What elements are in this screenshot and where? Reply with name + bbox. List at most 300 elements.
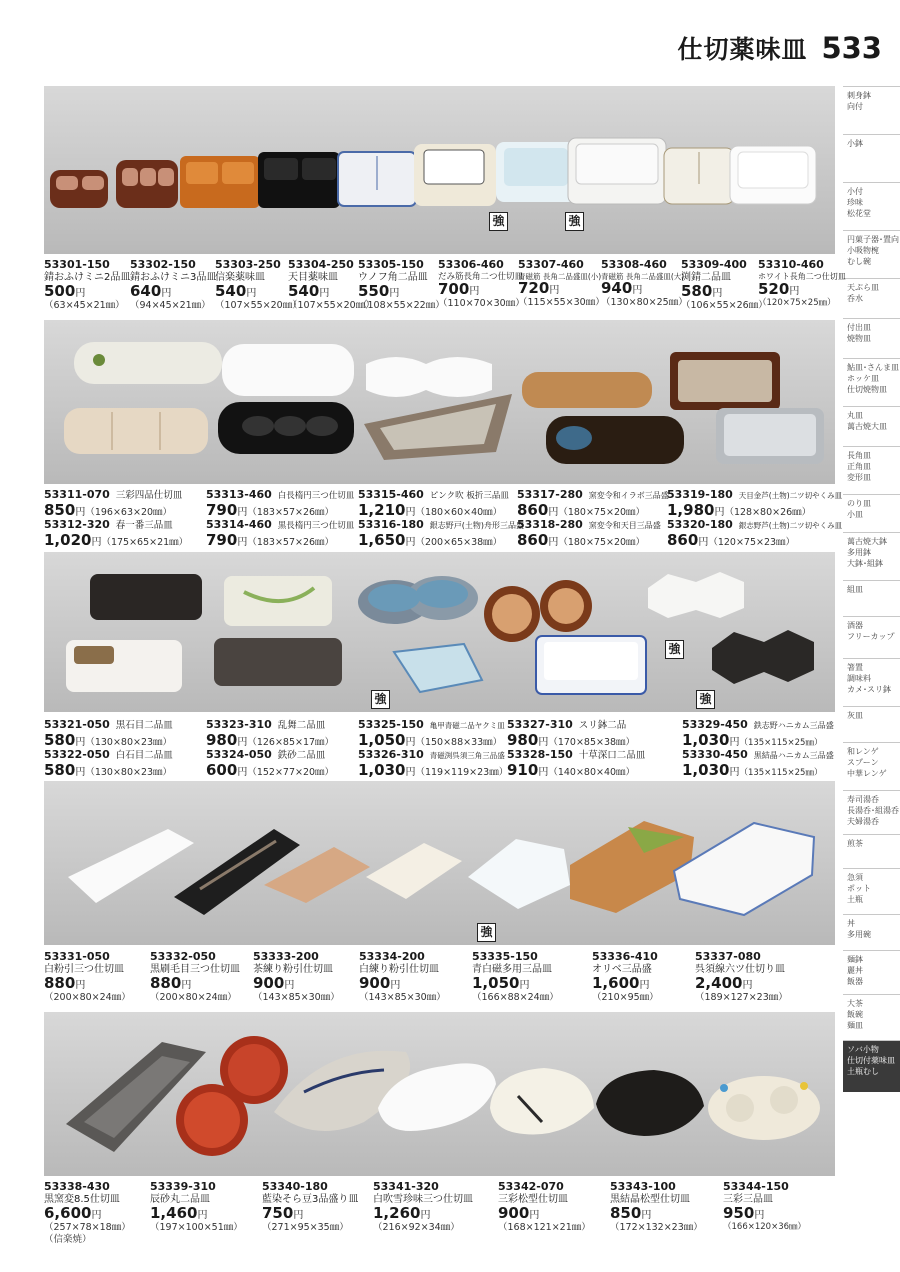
sidebar-tab[interactable]: 付出皿 焼物皿: [843, 318, 900, 358]
product-dimensions: （210×95㎜）: [592, 992, 659, 1003]
product-code: 53323-310: [206, 718, 272, 731]
product-name: オリベ三品盛: [592, 963, 652, 975]
product-dimensions: （200×65×38㎜）: [415, 537, 503, 548]
dish-53313: [222, 344, 354, 396]
sidebar-tab[interactable]: 丸皿 萬古焼大皿: [843, 406, 900, 446]
product-caption: [517, 518, 661, 550]
product-price: 6,600: [44, 1204, 92, 1223]
product-dimensions: （166×120×36㎜）: [723, 1222, 807, 1232]
yen-unit: 円: [729, 737, 740, 748]
product-name: 藍染そら豆3品盛り皿: [262, 1193, 359, 1205]
product-code: 53332-050: [150, 950, 216, 963]
product-name: 三彩四品仕切皿: [115, 490, 183, 501]
product-caption: [262, 1180, 358, 1234]
product-code: 53316-180: [358, 518, 424, 531]
product-caption: [358, 488, 509, 520]
yen-unit: 円: [75, 980, 86, 992]
product-dimensions: （183×57×26㎜）: [247, 507, 335, 518]
sidebar-tab[interactable]: 円菓子器･置向 小吸物椀 むし碗: [843, 230, 900, 278]
product-dimensions: （152×77×20㎜）: [247, 767, 335, 778]
product-caption: [358, 518, 524, 550]
sidebar-tab[interactable]: 和レンゲ スプーン 中華レンゲ: [843, 742, 900, 790]
category-index-sidebar: [843, 86, 900, 1092]
product-caption: [472, 950, 559, 1004]
yen-unit: 円: [405, 537, 416, 548]
product-photo-row2: [44, 320, 835, 484]
product-name: 黒刷毛目三つ仕切皿: [150, 963, 240, 975]
sidebar-tab[interactable]: 天ぷら皿 呑水: [843, 278, 900, 318]
product-name: 亀甲青磁二品ヤクミ皿: [429, 721, 505, 730]
yen-unit: 円: [390, 980, 401, 992]
product-code: 53320-180: [667, 518, 733, 531]
product-dimensions: （94×45×21㎜）: [130, 300, 211, 311]
product-code: 53340-180: [262, 1180, 328, 1193]
sidebar-tab[interactable]: 丼 多用碗: [843, 914, 900, 950]
yen-unit: 円: [91, 1210, 102, 1222]
product-name: 十草深口二品皿: [578, 750, 646, 761]
product-dimensions: （143×85×30㎜）: [359, 992, 446, 1003]
product-price: 720: [518, 279, 550, 298]
product-code: 53324-050: [206, 748, 272, 761]
product-name: ホワイト長角二つ仕切皿: [758, 271, 846, 281]
product-name: 天目薬味皿: [288, 271, 338, 283]
product-caption: [610, 1180, 703, 1234]
product-dimensions: （189×127×23㎜）: [695, 992, 788, 1003]
yen-unit: 円: [698, 537, 709, 548]
product-code: 53336-410: [592, 950, 658, 963]
dish-53319: [670, 352, 780, 410]
product-name: 銀志野戸(土物)舟形三品盛: [429, 521, 525, 530]
sidebar-tab[interactable]: のり皿 小皿: [843, 494, 900, 532]
product-code: 53319-180: [667, 488, 733, 501]
yen-unit: 円: [237, 737, 248, 748]
product-price: 580: [44, 731, 76, 749]
product-price: 910: [507, 761, 539, 779]
dish-53343: [596, 1070, 704, 1136]
product-code: 53313-460: [206, 488, 272, 501]
yen-unit: 円: [246, 288, 257, 300]
yen-unit: 円: [75, 767, 86, 778]
yen-unit: 円: [75, 507, 86, 518]
yen-unit: 円: [197, 1210, 208, 1222]
page-header: [677, 30, 882, 66]
product-photo-row4-graphic: [44, 781, 835, 945]
product-dimensions: （175×65×21㎜）: [101, 537, 189, 548]
product-code: 53301-150: [44, 258, 110, 271]
dish-53316: [364, 394, 512, 460]
product-caption: [358, 718, 505, 750]
product-code: 53322-050: [44, 748, 110, 761]
yen-unit: 円: [519, 980, 530, 992]
product-caption: [681, 258, 768, 312]
product-price: 600: [206, 761, 238, 779]
product-photo-row3: [44, 552, 835, 712]
yen-unit: 円: [181, 980, 192, 992]
dish-53308: [568, 138, 666, 204]
product-caption: [507, 718, 635, 750]
product-name: 辰砂丸二品皿: [150, 1193, 210, 1205]
dish-53344: [708, 1076, 820, 1140]
dish-53304: [258, 152, 340, 208]
yen-unit: 円: [75, 737, 86, 748]
product-name: 呉須線六ツ仕切り皿: [695, 963, 785, 975]
product-code: 53337-080: [695, 950, 761, 963]
sidebar-tab[interactable]: 組皿: [843, 580, 900, 616]
product-code: 53312-320: [44, 518, 110, 531]
product-code: 53339-310: [150, 1180, 216, 1193]
product-caption: [359, 950, 446, 1004]
product-name: だみ筋長角二つ仕切皿: [438, 271, 524, 282]
product-dimensions: （166×88×24㎜）: [472, 992, 559, 1003]
yen-unit: 円: [389, 288, 400, 300]
dish-53301: [50, 170, 108, 208]
product-caption: [518, 258, 605, 309]
product-price: 900: [498, 1204, 530, 1223]
yen-unit: 円: [237, 537, 248, 548]
product-name: 白石目二品皿: [115, 750, 173, 761]
yen-unit: 円: [405, 767, 416, 778]
product-caption: [498, 1180, 591, 1234]
product-code: 53335-150: [472, 950, 538, 963]
product-name: 白吹雪珍味三つ仕切皿: [373, 1193, 473, 1205]
product-name: 青磁渕呉須三角三品盛: [429, 751, 505, 760]
product-caption: [592, 950, 659, 1004]
product-price: 950: [723, 1204, 755, 1223]
product-code: 53341-320: [373, 1180, 439, 1193]
product-caption: [44, 950, 131, 1004]
product-price: 1,260: [373, 1204, 421, 1223]
product-code: 53306-460: [438, 258, 504, 271]
product-name: 黒窯変8.5仕切皿: [44, 1193, 120, 1205]
product-code: 53304-250: [288, 258, 354, 271]
product-dimensions: （197×100×51㎜）: [150, 1222, 243, 1233]
product-price: 1,050: [358, 731, 406, 749]
product-price: 550: [358, 282, 390, 301]
strength-badge: 強: [565, 212, 584, 231]
sidebar-tab[interactable]: 長角皿 正角皿 変形皿: [843, 446, 900, 494]
product-caption: [601, 258, 688, 309]
dish-53328: [536, 636, 646, 694]
product-name: 青白磁多用三品皿: [472, 963, 552, 975]
product-code: 53302-150: [130, 258, 196, 271]
sidebar-tab[interactable]: 灰皿: [843, 706, 900, 742]
product-code: 53309-400: [681, 258, 747, 271]
product-price: 980: [206, 731, 238, 749]
product-price: 880: [150, 974, 182, 993]
product-price: 580: [44, 761, 76, 779]
product-dimensions: （110×70×30㎜）: [438, 298, 525, 310]
product-price: 1,030: [358, 761, 406, 779]
dish-53311: [74, 342, 222, 384]
dish-53310: [730, 146, 816, 204]
product-name: 黒結晶ハニカム三品盛: [753, 751, 834, 760]
product-dimensions: （271×95×35㎜）: [262, 1222, 349, 1233]
product-price: 1,210: [358, 501, 406, 519]
dish-53312: [64, 408, 208, 454]
dish-53306: [414, 144, 496, 206]
product-dimensions: （143×85×30㎜）: [253, 992, 340, 1003]
dish-53318: [546, 416, 684, 464]
product-code: 53325-150: [358, 718, 424, 731]
product-code: 53315-460: [358, 488, 424, 501]
product-price: 540: [288, 282, 320, 301]
product-name: 錆おふけミニ3品皿: [130, 271, 217, 283]
product-price: 1,650: [358, 531, 406, 549]
product-dimensions: （216×92×34㎜）: [373, 1222, 460, 1233]
dish-53335: [468, 839, 570, 909]
dish-53303: [180, 156, 260, 208]
dish-53321: [90, 574, 202, 620]
product-dimensions: （115×55×30㎜）: [518, 296, 605, 308]
product-dimensions: （200×80×24㎜）: [44, 992, 131, 1003]
product-price: 640: [130, 282, 162, 301]
product-caption: [130, 258, 216, 312]
product-name: 鉄志野ハニカム三品盛: [753, 721, 834, 730]
dish-53329: [648, 572, 744, 618]
product-dimensions: （119×119×23㎜）: [415, 767, 509, 778]
product-dimensions: （107×55×20㎜）: [215, 300, 302, 311]
product-caption: [667, 488, 842, 520]
product-name: 銀志野芦(土物)二ツ切やくみ皿: [738, 521, 843, 530]
yen-unit: 円: [639, 980, 650, 992]
product-name: 白粉引三つ仕切皿: [44, 963, 124, 975]
yen-unit: 円: [420, 1210, 431, 1222]
product-code: 53331-050: [44, 950, 110, 963]
yen-unit: 円: [549, 285, 560, 297]
product-price: 860: [517, 531, 549, 549]
dish-53302: [116, 160, 178, 208]
sidebar-tab[interactable]: 急須 ポット 土瓶: [843, 868, 900, 914]
yen-unit: 円: [75, 288, 86, 300]
product-name: ウノフ角二品皿: [358, 271, 428, 283]
sidebar-tab[interactable]: 箸置 調味料 カメ･スリ鉢: [843, 658, 900, 706]
yen-unit: 円: [548, 507, 559, 518]
dish-53323: [224, 576, 332, 626]
sidebar-tab[interactable]: ソバ小物 仕切付薬味皿 土瓶むし: [843, 1040, 900, 1092]
sidebar-tab[interactable]: 麺鉢 麗丼 飯器: [843, 950, 900, 994]
yen-unit: 円: [754, 1210, 765, 1222]
product-code: 53318-280: [517, 518, 583, 531]
sidebar-tab[interactable]: 鮎皿･さんま皿 ホッケ皿 仕切焼物皿: [843, 358, 900, 406]
product-caption: [44, 748, 173, 780]
product-caption: [438, 258, 525, 310]
sidebar-tab[interactable]: 刺身鉢 向付: [843, 86, 900, 134]
product-name: 黒長楕円三つ仕切皿: [277, 521, 355, 531]
sidebar-tab[interactable]: 萬古焼大鉢 多用鉢 大鉢･組鉢: [843, 532, 900, 580]
dish-53322: [66, 640, 182, 692]
product-dimensions: （200×80×24㎜）: [150, 992, 237, 1003]
product-price: 1,050: [472, 974, 520, 993]
product-price: 700: [438, 280, 470, 299]
product-name: 渕錆二品皿: [681, 271, 731, 283]
product-code: 53326-310: [358, 748, 424, 761]
product-price: 900: [253, 974, 285, 993]
product-caption: [507, 748, 645, 780]
product-caption: [758, 258, 846, 308]
product-code: 53344-150: [723, 1180, 789, 1193]
dish-53314: [218, 402, 354, 454]
product-caption: [206, 488, 354, 520]
product-name: 錆おふけミニ2品皿: [44, 271, 131, 283]
product-dimensions: （180×75×20㎜）: [558, 507, 646, 518]
product-dimensions: （150×88×33㎜）: [415, 737, 503, 748]
product-name: 春一番三品皿: [115, 520, 173, 531]
product-photo-row4: [44, 781, 835, 945]
yen-unit: 円: [91, 537, 102, 548]
yen-unit: 円: [548, 537, 559, 548]
product-name: 黒石目二品皿: [115, 720, 173, 731]
dish-53336: [570, 821, 694, 913]
sidebar-tab[interactable]: 小付 珍味 松花堂: [843, 182, 900, 230]
strength-badge: 強: [477, 923, 496, 942]
product-code: 53342-070: [498, 1180, 564, 1193]
dish-53307: [496, 142, 576, 202]
product-name: スリ鉢二品: [578, 720, 627, 731]
product-name: 三彩三品皿: [723, 1193, 773, 1205]
product-dimensions: （135×115×25㎜）: [739, 768, 823, 778]
product-dimensions: （130×80×25㎜）: [601, 296, 688, 308]
sidebar-tab[interactable]: 酒器 フリーカップ: [843, 616, 900, 658]
dish-53315: [366, 357, 492, 397]
product-name: 茶練り粉引仕切皿: [253, 963, 333, 975]
product-dimensions: （107×55×20㎜）: [288, 300, 375, 311]
yen-unit: 円: [632, 285, 643, 297]
product-dimensions: （170×85×38㎜）: [548, 737, 636, 748]
product-code: 53314-460: [206, 518, 272, 531]
product-code: 53334-200: [359, 950, 425, 963]
product-code: 53327-310: [507, 718, 573, 731]
product-dimensions: （63×45×21㎜）: [44, 300, 125, 311]
product-caption: [206, 518, 354, 550]
sidebar-tab[interactable]: 寿司湯呑 長湯呑･組湯呑 夫婦湯呑: [843, 790, 900, 834]
product-photo-row5-graphic: [44, 1012, 835, 1176]
strength-badge: 強: [371, 690, 390, 709]
yen-unit: 円: [789, 285, 800, 297]
product-photo-row2-graphic: [44, 320, 835, 484]
sidebar-tab[interactable]: 大茶 飯碗 麺皿: [843, 994, 900, 1040]
product-dimensions: （172×132×23㎜）: [610, 1222, 703, 1233]
strength-badge: 強: [665, 640, 684, 659]
product-dimensions: （120×75×25㎜）: [758, 297, 836, 308]
product-caption: [358, 748, 508, 780]
strength-badge: 強: [696, 690, 715, 709]
dish-53305: [338, 152, 416, 206]
yen-unit: 円: [712, 288, 723, 300]
product-caption: [253, 950, 340, 1004]
product-dimensions: （168×121×21㎜）: [498, 1222, 591, 1233]
product-caption: [150, 950, 240, 1004]
product-price: 1,460: [150, 1204, 198, 1223]
product-name: 天目金芦(土物)二ツ切やくみ皿: [738, 491, 843, 500]
product-caption: [150, 1180, 243, 1234]
yen-unit: 円: [538, 767, 549, 778]
page-number: 533: [821, 31, 882, 65]
product-caption: [44, 518, 188, 550]
product-caption: [44, 718, 173, 750]
dish-53317: [522, 372, 652, 408]
product-caption: [206, 748, 334, 780]
yen-unit: 円: [284, 980, 295, 992]
product-price: 2,400: [695, 974, 743, 993]
product-price: 1,030: [682, 731, 730, 749]
product-caption: [44, 258, 130, 312]
product-price: 1,980: [667, 501, 715, 519]
product-code: 53307-460: [518, 258, 584, 271]
product-name: 三彩松型仕切皿: [498, 1193, 568, 1205]
product-dimensions: （180×75×20㎜）: [558, 537, 646, 548]
sidebar-tab[interactable]: 小鉢: [843, 134, 900, 182]
product-photo-row5: [44, 1012, 835, 1176]
product-name: 白長楕円三つ仕切皿: [277, 491, 355, 501]
product-price: 580: [681, 282, 713, 301]
product-price: 880: [44, 974, 76, 993]
product-photo-row1: [44, 86, 835, 254]
yen-unit: 円: [405, 737, 416, 748]
product-dimensions: （126×85×17㎜）: [247, 737, 335, 748]
yen-unit: 円: [742, 980, 753, 992]
dish-53326: [394, 644, 482, 692]
product-code: 53305-150: [358, 258, 424, 271]
sidebar-tab[interactable]: 煎茶: [843, 834, 900, 868]
product-photo-row1-graphic: [44, 86, 835, 254]
dish-53337: [674, 823, 814, 915]
product-note: （信楽焼）: [44, 1233, 92, 1245]
product-caption: [682, 718, 834, 750]
product-price: 1,030: [682, 761, 730, 779]
product-name: 黒結晶松型仕切皿: [610, 1193, 690, 1205]
yen-unit: 円: [161, 288, 172, 300]
page-title: 仕切薬味皿: [677, 35, 808, 64]
product-price: 850: [610, 1204, 642, 1223]
product-caption: [206, 718, 334, 750]
product-code: 53303-250: [215, 258, 281, 271]
product-caption: [358, 258, 445, 312]
dish-53325: [358, 576, 478, 624]
product-price: 750: [262, 1204, 294, 1223]
yen-unit: 円: [729, 767, 740, 778]
product-name: 窯変令和イラボ三品盛: [588, 491, 669, 500]
yen-unit: 円: [641, 1210, 652, 1222]
product-dimensions: （130×80×23㎜）: [85, 767, 173, 778]
yen-unit: 円: [237, 507, 248, 518]
dish-53324: [214, 638, 342, 686]
dish-53334: [366, 843, 462, 899]
product-caption: [373, 1180, 473, 1234]
product-dimensions: （183×57×26㎜）: [247, 537, 335, 548]
product-dimensions: （180×60×40㎜）: [415, 507, 503, 518]
product-caption: [723, 1180, 806, 1233]
yen-unit: 円: [293, 1210, 304, 1222]
product-dimensions: （257×78×18㎜）: [44, 1222, 131, 1233]
dish-53331: [68, 829, 194, 903]
yen-unit: 円: [405, 507, 416, 518]
product-dimensions: （140×80×40㎜）: [548, 767, 636, 778]
product-dimensions: （135×115×25㎜）: [739, 738, 823, 748]
product-price: 500: [44, 282, 76, 301]
product-code: 53338-430: [44, 1180, 110, 1193]
product-name: 窯変令和天目三品盛: [588, 521, 661, 530]
product-dimensions: （128×80×26㎜）: [724, 507, 812, 518]
product-price: 1,600: [592, 974, 640, 993]
product-dimensions: （106×55×26㎜）: [681, 300, 768, 311]
product-price: 940: [601, 279, 633, 298]
yen-unit: 円: [469, 286, 480, 298]
product-code: 53310-460: [758, 258, 824, 271]
product-caption: [667, 518, 842, 550]
product-caption: [682, 748, 834, 780]
product-price: 790: [206, 531, 238, 549]
product-code: 53330-450: [682, 748, 748, 761]
